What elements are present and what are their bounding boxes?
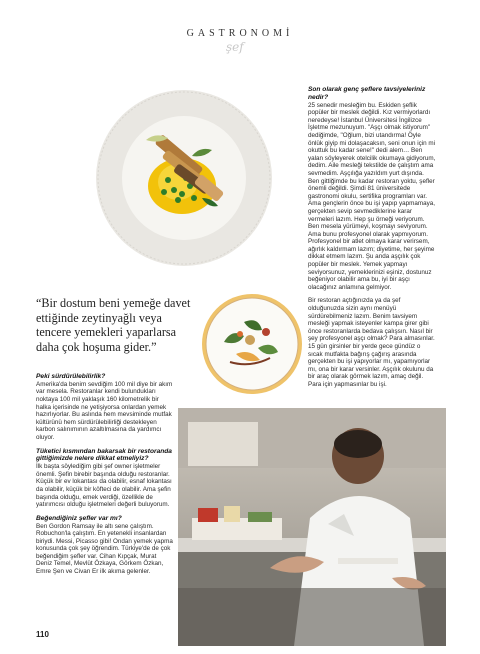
page-number: 110 <box>36 630 49 639</box>
section-header: GASTRONOMİ <box>186 28 294 39</box>
question-consumer: Tüketici kısmından bakarsak bir restoranda gittiğimizde nelere dikkat etmeliyiz? <box>36 447 172 463</box>
section-script-logo: şef <box>226 40 244 54</box>
right-column-top <box>308 86 436 389</box>
question-sustainability: Peki sürdürülebilirlik? <box>36 373 106 380</box>
question-young-chefs: Son olarak genç şeflere tavsiyeleriniz nedir? <box>308 86 426 101</box>
answer-favorite-chefs: Ben Gordon Ramsay ile altı sene çalıştım. Robuchon'la çalıştım. En yetenekli insanlardan biriydi. Messi, Picasso gibi! Ondan yemek yapma konusunda çok şey öğrendim. Türkiye'de de çok beğendiğim şefler var. Cihan Kıpçak, Murat Deniz Temel, Mevlüt Özkaya, Görkem Özkan, Emre Şen ve Civan Er ilk akıma gelenler. <box>36 522 173 576</box>
answer-sustainability: Amerika'da benim sevdiğim 100 mil diye bir akım var mesela. Restoranlar kendi bulundukları noktaya 100 mil yaklaşık 160 kilometrelik bir halka içerisinde ne yetişiyorsa onlardan yemek hazırlıyorlar. Bu aslında hem mevsiminde mutfak kültürünü hem sürdürülebilirliği destekleyen karbon salınımının azaltılmasına da yardımcı oluyor. <box>36 380 173 441</box>
answer-young-chefs-p2: Bir restoran açtığınızda ya da şef olduğunuzda sizin aynı menüyü sürdürebilmeniz lazım. Benim tavsiyem mesleği yapmak isteyenler kampa girer gibi önce restoranlarda bedava çalışsın. Nasıl bir şey profesyonel aşçı olmak? Para almasınlar. 15 gün girsinler bir yerde gece gündüz o sıcak mutfakta bağırış çağırış arasında gerçekten bu işi yapıyorlar mı, yapamıyorlar mı, ona bir karar versinler. Aşçılık okulunu da bir araç olarak görmek lazım, amaç değil. Para için yapmasınlar bu işi. <box>308 297 435 388</box>
left-column <box>36 373 174 576</box>
question-favorite-chefs: Beğendiğiniz şefler var mı? <box>36 514 122 522</box>
answer-consumer: İlk başta söylediğim gibi şef owner işletmeler önemli. Şefin birebir başında olduğu restoranlar. Küçük bir ev lokantası da olabilir, esnaf lokantası da olabilir, küçük bir köfteci de olabilir. Ama şefin başında olduğu, emek verdiği, özellikle de yatırımcısı olduğu işletmeleri değerli buluyorum. <box>36 463 172 509</box>
chef-kitchen-photo <box>178 408 446 646</box>
salad-plate-photo <box>200 292 304 396</box>
answer-young-chefs-p1: 25 senedir mesleğim bu. Eskiden şeflik popüler bir meslek değildi. Kız vermiyorlardı neredeyse! İstanbul Üniversitesi İngilizce İşletme mezunuyum. "Aşçı olmak istiyorum" dediğimde, "Oğlum, bizi utandırma! Öyle önlük giyip mi dolaşacaksın, seni onun için mi okuttuk bu kadar sene!" dedi alem… Ben yalan söyleyerek otelcilik okumaya gidiyorum, dedim. Aile mesleği tekstilde de çalıştım ama sevmedim. Aşçılığa yazıldım yurt dışında. Ben gittiğimde bu kadar restoran yoktu, şefler önemli değildi. Şimdi 81 üniversitede gastronomi okulu, sertifika programları var. Ama gençlerin önce bu işi yapıp yapmamaya, gerçekten sevip sevmediklerine karar vermeleri lazım. Hep şu örneği veriyorum. Ben mesela yürümeyi, koşmayı seviyorum. Ama bunu profesyonel olarak yapmıyorum. Profesyonel bir atlet olmaya karar verirsem, ağırlık kaldırmam lazım; diyetime, her şeyime dikkat etmem lazım. Şu anda aşçılık çok popüler bir meslek. Yemek yapmayı seviyorsunuz, yemeklerinizi eşiniz, dostunuz beğeniyor olabilir ama bu, iyi bir aşçı olacağınız anlamına gelmiyor. <box>308 101 436 291</box>
pull-quote: “Bir dostum beni yemeğe davet ettiğinde zeytinyağlı veya tencere yemekleri yaparlarsa daha çok hoşuma gider.” <box>36 296 191 354</box>
food-plate-photo <box>94 58 274 298</box>
